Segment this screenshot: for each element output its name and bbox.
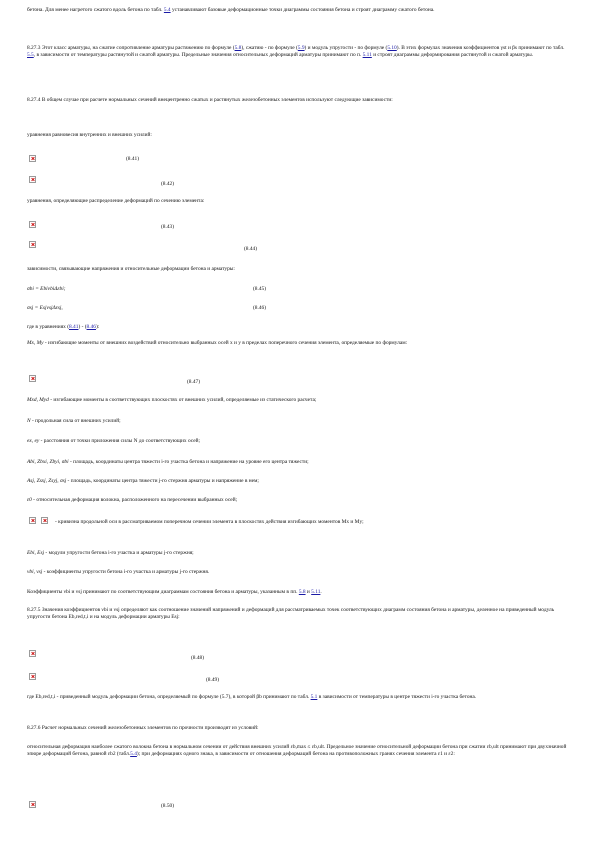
definition-e0: ε0 - относительная деформация волокна, расположенного на пересечении выбранных осей; bbox=[27, 497, 238, 503]
definition-eb-red: где Eb,red,t,i - приведенный модуль деформации бетона, определяемый по формуле (5.7), в которой βb принимают по табл. 5.1 в зависимости от температуры в центре тяжести i-го участка бетона. bbox=[27, 694, 477, 700]
link-equation-8-41[interactable]: 8.41 bbox=[69, 324, 79, 330]
paragraph-coefficients: Коэффициенты νbi и νsj принимают по соответствующим диаграммам состояния бетона и арматуры, указанным в пп. 5.8 и 5.11. bbox=[27, 589, 322, 595]
definition-ebi-esj: Ebi, Esj - модули упругости бетона i-го участка и арматуры j-го стержня; bbox=[27, 550, 194, 556]
formula-8-46: σsj = EsjνsjΔεsj, bbox=[27, 305, 63, 311]
paragraph-stress-strain: зависимости, связывающие напряжения и относительные деформации бетона и арматуры: bbox=[27, 266, 235, 272]
broken-image-icon bbox=[29, 155, 36, 162]
equation-number-8-48: (8.48) bbox=[191, 655, 205, 661]
link-formula-5-8[interactable]: 5.8 bbox=[234, 45, 242, 51]
link-formula-5-10[interactable]: 5.10 bbox=[387, 45, 397, 51]
definition-ex-ey: ex, ey - расстояния от точки приложения силы N до соответствующих осей; bbox=[27, 438, 201, 444]
definition-vbi-vsj: νbi, νsj - коэффициенты упругости бетона i-го участка и арматуры j-го стержня. bbox=[27, 569, 210, 575]
link-clause-5-11[interactable]: 5.11 bbox=[311, 589, 321, 595]
definition-curvature: - кривизна продольной оси в рассматриваемом поперечном сечении элемента в плоскостях действия изгибающих моментов Mx и My; bbox=[55, 519, 364, 525]
paragraph-deformations: уравнения, определяющие распределение деформаций по сечению элемента: bbox=[27, 198, 205, 204]
equation-number-8-49: (8.49) bbox=[206, 677, 220, 683]
broken-image-icon bbox=[29, 517, 36, 524]
paragraph-8-27-4: 8.27.4 В общем случае при расчете нормальных сечений внецентренно сжатых и растянутых железобетонных элементов используют следующие зависимости: bbox=[27, 97, 393, 103]
paragraph-where: где в уравнениях (8.41) - (8.46): bbox=[27, 324, 100, 330]
paragraph-8-27-6: 8.27.6 Расчет нормальных сечений железобетонных элементов по прочности производят из условий: bbox=[27, 725, 259, 731]
paragraph-continuation: бетона. Для менее нагретого сжатого вдоль бетона по табл. 5.4 устанавливают базовые деформационные точки диаграммы состояния бетона и строят диаграмму сжатого бетона. bbox=[27, 7, 435, 13]
paragraph-strength-condition: относительная деформация наиболее сжатого волокна бетона в нормальном сечении от действия внешних усилий εb,max ≤ εb,ult. Предельное значение относительной деформации бетона при сжатии εb,ult принимают при двухзначной эпюре деформаций бетона, равной εb2 (табл.5.4); при деформациях одного знака, в зависимости от отношения деформаций бетона на противоположных гранях сечения элемента ε1 и ε2: bbox=[27, 744, 567, 757]
link-equation-8-46[interactable]: 8.46 bbox=[86, 324, 96, 330]
equation-number-8-46: (8.46) bbox=[253, 305, 267, 311]
equation-number-8-50: (8.50) bbox=[161, 803, 175, 809]
link-table-5-1[interactable]: 5.1 bbox=[310, 694, 318, 700]
link-clause-5-11[interactable]: 5.11 bbox=[362, 52, 372, 58]
broken-image-icon bbox=[29, 221, 36, 228]
broken-image-icon bbox=[29, 650, 36, 657]
equation-number-8-41: (8.41) bbox=[126, 156, 140, 162]
equation-number-8-47: (8.47) bbox=[187, 379, 201, 385]
broken-image-icon bbox=[29, 801, 36, 808]
paragraph-8-27-3: 8.27.3 Этот класс арматуры, на сжатие сопротивление арматуры растяжению по формуле (5.8), сжатию - по формуле (5.9) и модуль упругости - по формуле (5.10). В этих формулах значения коэффициентов γst и βs принимают по табл. 5.5, в зависимости от температуры растянутой и сжатой арматуры. Предельные значения относительных деформаций арматуры принимают по п. 5.11 и строят диаграммы деформирования растянутой и сжатой арматуры. bbox=[27, 45, 565, 58]
equation-number-8-45: (8.45) bbox=[253, 286, 267, 292]
link-formula-5-9[interactable]: 5.9 bbox=[297, 45, 305, 51]
equation-number-8-44: (8.44) bbox=[244, 246, 258, 252]
definition-abi: Abi, Zbxi, Zbyi, σbi - площадь, координаты центра тяжести i-го участка бетона и напряжение на уровне его центра тяжести; bbox=[27, 459, 309, 465]
paragraph-8-27-5: 8.27.5 Значения коэффициентов νbi и νsj определяют как соотношение значений напряжений и деформаций для рассматриваемых точек соответствующих диаграмм состояния бетона и арматуры, деленное на приведенный модуль упругости бетона Eb,red,t,i и на модуль деформации арматуры Esj: bbox=[27, 607, 555, 620]
equation-number-8-42: (8.42) bbox=[161, 181, 175, 187]
definition-mxd-myd: Mxd, Myd - изгибающие моменты в соответствующих плоскостях от внешних усилий, определяемые из статического расчета; bbox=[27, 397, 317, 403]
equation-number-8-43: (8.43) bbox=[161, 224, 175, 230]
broken-image-icon bbox=[29, 241, 36, 248]
link-clause-5-8[interactable]: 5.8 bbox=[298, 589, 306, 595]
broken-image-icon bbox=[29, 673, 36, 680]
broken-image-icon bbox=[41, 517, 48, 524]
broken-image-icon bbox=[29, 375, 36, 382]
link-table-5-4-b[interactable]: 5.4 bbox=[130, 751, 137, 757]
formula-8-45: σbi = EbiνbiΔεbi; bbox=[27, 286, 66, 292]
link-table-5-4[interactable]: 5.4 bbox=[163, 7, 171, 13]
link-table-5-5[interactable]: 5.5 bbox=[27, 52, 34, 58]
definition-mx-my: Mx, My - изгибающие моменты от внешних воздействий относительно выбранных осей x и y в пределах поперечного сечения элемента, определяемые по формулам: bbox=[27, 340, 408, 346]
broken-image-icon bbox=[29, 176, 36, 183]
paragraph-equilibrium: уравнения равновесия внутренних и внешних усилий: bbox=[27, 132, 152, 138]
definition-asj: Asj, Zsxj, Zsyj, σsj - площадь, координаты центра тяжести j-го стержня арматуры и напряжение в нем; bbox=[27, 478, 259, 484]
definition-n: N - продольная сила от внешних усилий; bbox=[27, 418, 121, 424]
